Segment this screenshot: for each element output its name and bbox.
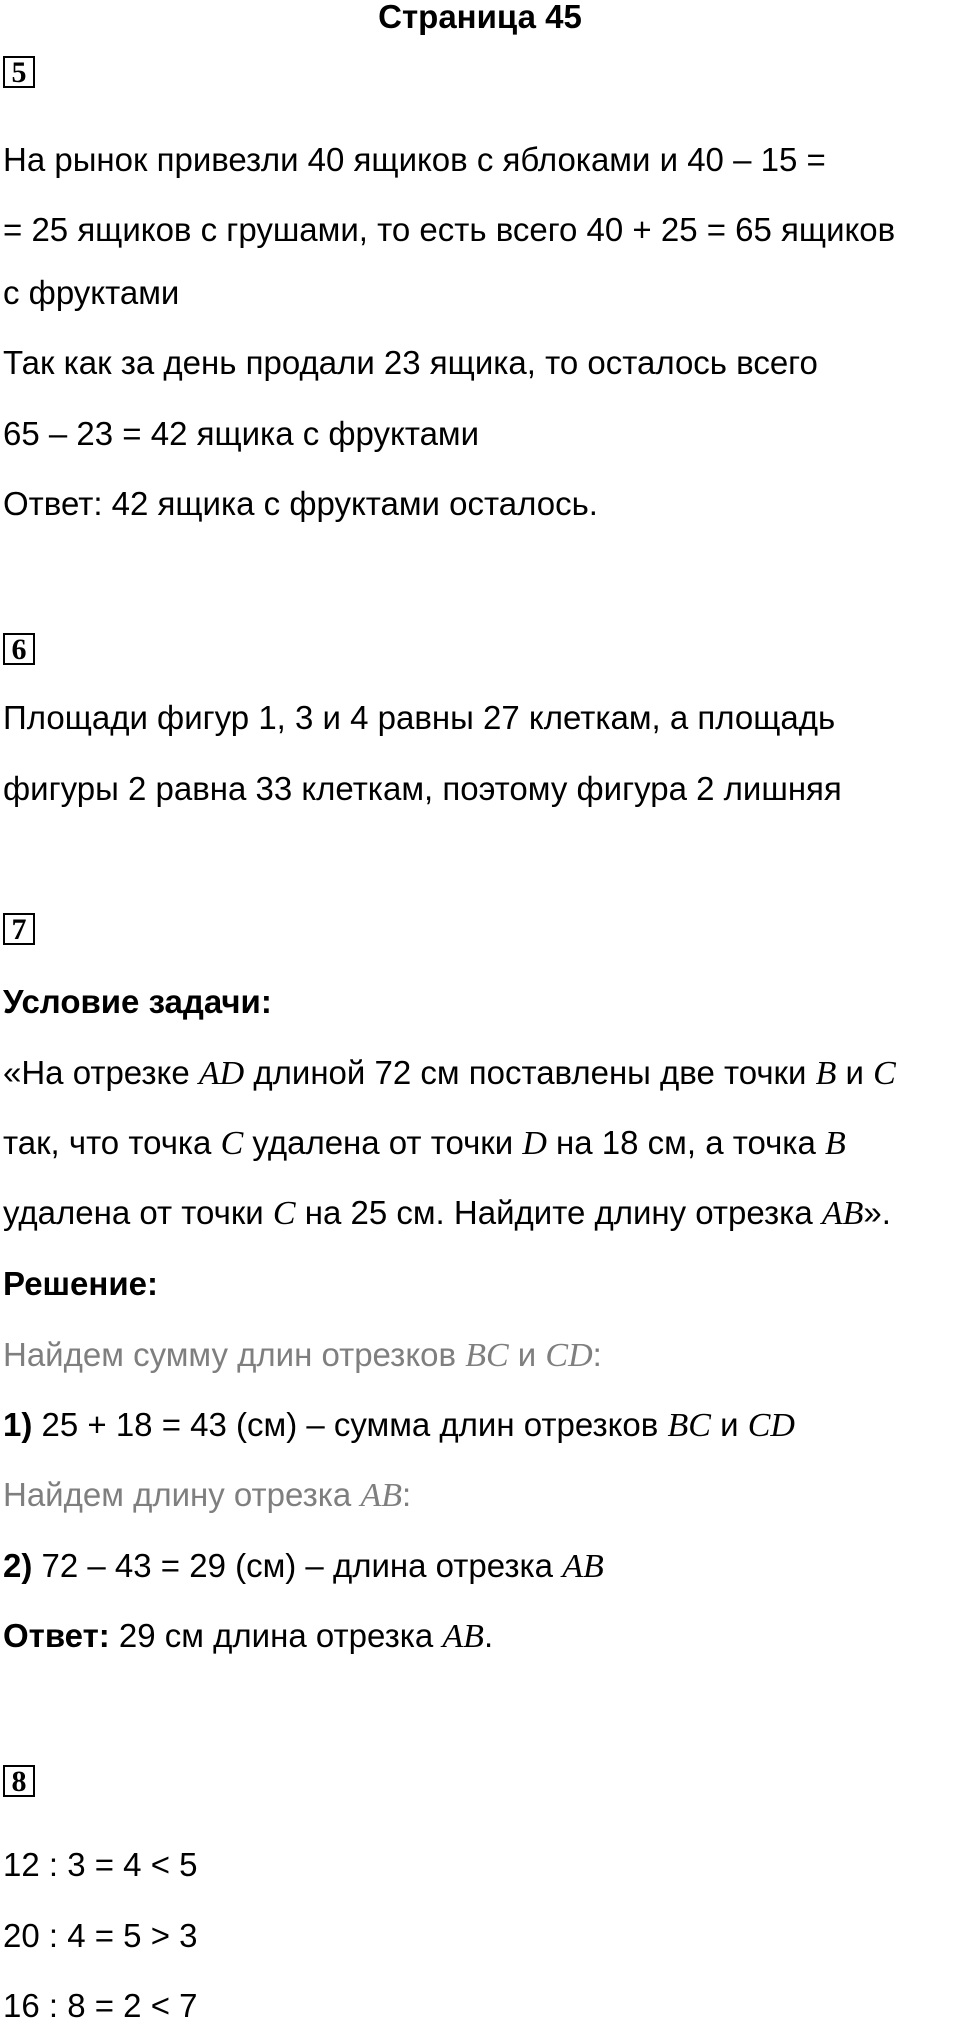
solution-heading: Решение: [3, 1265, 158, 1302]
task5-line-5: 65 – 23 = 42 ящика с фруктами [3, 415, 480, 452]
task-number-6: 6 [3, 633, 35, 665]
task5-line-2: = 25 ящиков с грушами, то есть всего 40 + 25 = 65 ящиков [3, 211, 896, 248]
task5-line-4: Так как за день продали 23 ящика, то осталось всего [3, 344, 818, 381]
task6-line-2: фигуры 2 равна 33 клеткам, поэтому фигура 2 лишняя [3, 770, 842, 807]
condition-line-2: так, что точка C удалена от точки D на 18 см, а точка B [3, 1124, 846, 1162]
solution-hint-1: Найдем сумму длин отрезков BC и CD: [3, 1336, 602, 1374]
condition-line-3: удалена от точки C на 25 см. Найдите длину отрезка AB». [3, 1194, 891, 1232]
condition-heading: Условие задачи: [3, 983, 272, 1020]
task8-line-3: 16 : 8 = 2 < 7 [3, 1987, 198, 2024]
task-number-8: 8 [3, 1765, 35, 1797]
task5-line-3: с фруктами [3, 274, 180, 311]
solution-step-2: 2) 72 – 43 = 29 (см) – длина отрезка AB [3, 1547, 604, 1585]
task6-line-1: Площади фигур 1, 3 и 4 равны 27 клеткам, а площадь [3, 699, 836, 736]
task8-line-2: 20 : 4 = 5 > 3 [3, 1917, 198, 1954]
task-number-5: 5 [3, 56, 35, 88]
task8-line-1: 12 : 3 = 4 < 5 [3, 1846, 198, 1883]
solution-step-1: 1) 25 + 18 = 43 (см) – сумма длин отрезков BC и CD [3, 1406, 795, 1444]
task5-line-1: На рынок привезли 40 ящиков с яблоками и 40 – 15 = [3, 141, 826, 178]
solution-hint-2: Найдем длину отрезка AB: [3, 1476, 412, 1514]
task7-answer: Ответ: 29 см длина отрезка AB. [3, 1617, 494, 1655]
condition-line-1: «На отрезке AD длиной 72 см поставлены две точки B и C [3, 1054, 896, 1092]
task5-answer: Ответ: 42 ящика с фруктами осталось. [3, 485, 598, 522]
page-title: Страница 45 [378, 0, 582, 35]
task-number-7: 7 [3, 913, 35, 945]
